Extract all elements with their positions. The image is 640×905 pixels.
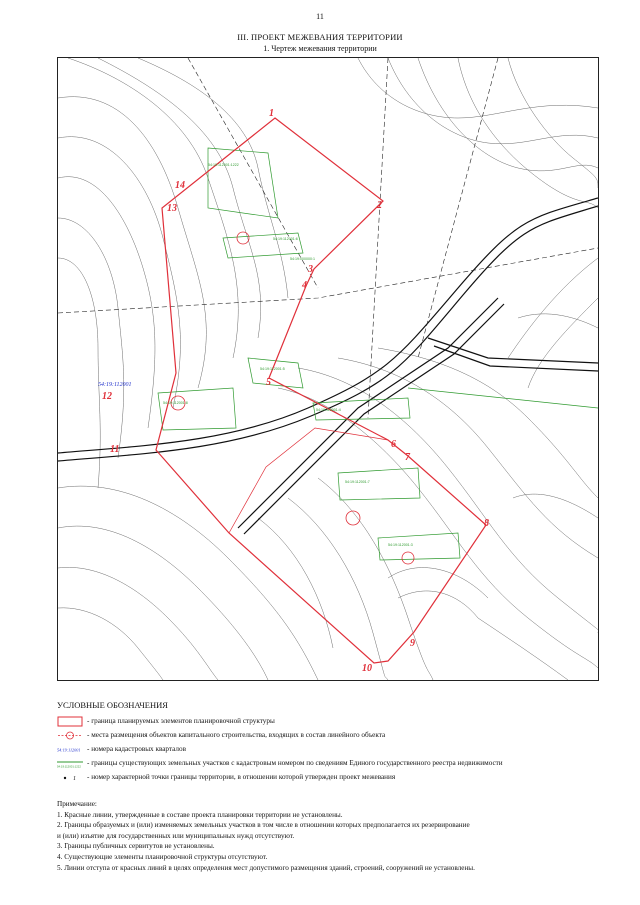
point-label: 14 — [175, 180, 185, 191]
parcel-label: 54:19:112001:7 — [345, 480, 370, 484]
parcel-label: 54:19:112001:6 — [273, 237, 298, 241]
parcel-label: 54:19:112001:8 — [163, 401, 188, 405]
notes-heading: Примечание: — [57, 800, 97, 808]
parcel-label: 54:19:112001:3 — [388, 543, 413, 547]
point-label: 1 — [269, 108, 274, 119]
point-label: 5 — [266, 377, 271, 388]
point-label: 9 — [410, 638, 415, 649]
object-placement-markers — [171, 232, 414, 564]
terrain-contours — [58, 58, 598, 680]
cadastral-number-icon — [57, 744, 83, 755]
note-line: 3. Границы публичных сервитутов не установлены. — [57, 842, 215, 851]
legend-text: - границы существующих земельных участков с кадастровым номером по сведениям Единого государственного реестра недвижимости — [87, 759, 503, 767]
point-label: 3 — [308, 264, 313, 275]
legend-text: - номер характерной точки границы территории, в отношении которой утвержден проект межевания — [87, 773, 396, 781]
legend-heading: УСЛОВНЫЕ ОБОЗНАЧЕНИЯ — [57, 700, 168, 710]
point-label: 4 — [302, 280, 307, 291]
point-label: 12 — [102, 391, 112, 402]
notes-block — [57, 799, 617, 873]
planning-boundary — [156, 118, 486, 663]
point-label: 7 — [405, 452, 410, 463]
point-label: 6 — [391, 439, 396, 450]
note-line: и (или) изъятие для государственных или муниципальных нужд отсутствуют. — [57, 831, 295, 840]
point-label: 2 — [377, 200, 382, 211]
green-line-icon — [57, 758, 83, 769]
survey-map — [57, 57, 599, 681]
point-label: 10 — [362, 663, 372, 674]
map-canvas — [58, 58, 598, 680]
drawing-subtitle: 1. Чертеж межевания территории — [263, 44, 377, 53]
parcel-label: 54:19:112001:4 — [316, 408, 341, 412]
parcel-label: 54:19:112001:1222 — [208, 163, 239, 167]
legend-text: - места размещения объектов капитального строительства, входящих в состав линейного объекта — [87, 731, 386, 739]
point-label: 13 — [167, 203, 177, 214]
point-label: 8 — [484, 518, 489, 529]
section-title: III. ПРОЕКТ МЕЖЕВАНИЯ ТЕРРИТОРИИ — [237, 32, 403, 42]
legend-text: - номера кадастровых кварталов — [87, 745, 186, 753]
red-rectangle-icon — [57, 716, 83, 727]
parcel-label: 54:19:112001:5 — [260, 367, 285, 371]
page-number: 11 — [316, 12, 324, 21]
roads — [58, 198, 598, 534]
note-line: 4. Существующие элементы планировочной структуры отсутствуют. — [57, 852, 268, 861]
point-number-icon — [57, 772, 83, 783]
boundary-point-labels — [102, 108, 489, 674]
object-placement-icon — [57, 730, 83, 741]
legend-text: - граница планируемых элементов планировочной структуры — [87, 717, 275, 725]
note-line: 2. Границы образуемых и (или) изменяемых земельных участков в том числе в отношении которых предполагается их резервирование — [57, 821, 470, 830]
svg-text:1: 1 — [73, 776, 76, 782]
note-line: 1. Красные линии, утвержденные в составе проекта планировки территории не установлены. — [57, 810, 343, 819]
parcel-label: 54:19:000000:1 — [290, 257, 315, 261]
note-line: 5. Линии отступа от красных линий в целях определения мест допустимого размещения зданий, строений, сооружений не установлены. — [57, 863, 475, 872]
dashed-lines — [58, 58, 598, 418]
point-label: 11 — [110, 444, 120, 455]
cadastral-quarter-label: 54:19:112001 — [98, 382, 132, 388]
svg-text:54:19:112001:1222: 54:19:112001:1222 — [57, 764, 81, 769]
svg-text:54:19:112001: 54:19:112001 — [57, 747, 81, 753]
